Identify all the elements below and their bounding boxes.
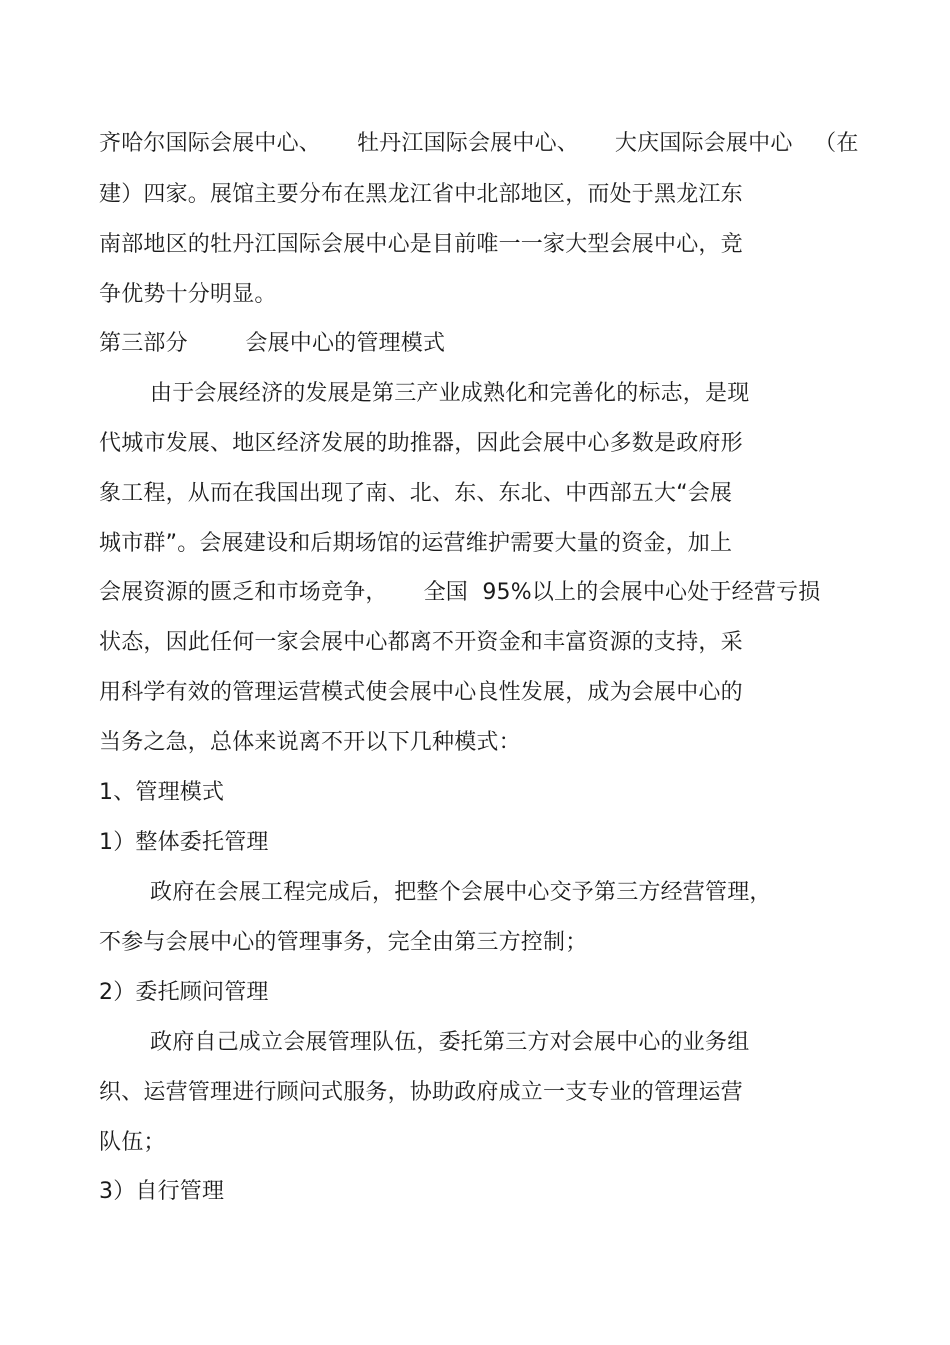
paragraph-line: 当务之急，总体来说离不开以下几种模式： bbox=[99, 730, 521, 755]
paragraph-line: 用科学有效的管理运营模式使会展中心良性发展，成为会展中心的 bbox=[99, 680, 743, 705]
paragraph-line: 政府在会展工程完成后，把整个会展中心交予第三方经营管理， bbox=[150, 880, 772, 905]
list-item-heading: 3）自行管理 bbox=[99, 1179, 225, 1204]
paragraph-line: 建）四家。展馆主要分布在黑龙江省中北部地区，而处于黑龙江东 bbox=[99, 182, 743, 207]
list-item-heading: 2）委托顾问管理 bbox=[99, 980, 269, 1005]
paragraph-line: 队伍； bbox=[99, 1130, 166, 1155]
list-item-heading: 1）整体委托管理 bbox=[99, 830, 269, 855]
paragraph-line: 象工程，从而在我国出现了南、北、东、东北、中西部五大“会展 bbox=[99, 481, 733, 506]
paragraph-line: 政府自己成立会展管理队伍，委托第三方对会展中心的业务组 bbox=[150, 1030, 750, 1055]
paragraph-line: 南部地区的牡丹江国际会展中心是目前唯一一家大型会展中心，竞 bbox=[99, 232, 743, 257]
paragraph-line: 不参与会展中心的管理事务，完全由第三方控制； bbox=[99, 930, 588, 955]
section-heading: 第三部分 会展中心的管理模式 bbox=[99, 331, 446, 356]
paragraph-line: 争优势十分明显。 bbox=[99, 282, 277, 307]
paragraph-line: 齐哈尔国际会展中心、 牡丹江国际会展中心、 大庆国际会展中心 （在 bbox=[99, 131, 859, 156]
paragraph-line: 状态，因此任何一家会展中心都离不开资金和丰富资源的支持，采 bbox=[99, 630, 743, 655]
paragraph-line: 城市群”。会展建设和后期场馆的运营维护需要大量的资金，加上 bbox=[99, 531, 733, 556]
paragraph-line: 织、运营管理进行顾问式服务，协助政府成立一支专业的管理运营 bbox=[99, 1080, 743, 1105]
paragraph-line: 由于会展经济的发展是第三产业成熟化和完善化的标志，是现 bbox=[150, 381, 750, 406]
list-heading: 1、管理模式 bbox=[99, 780, 225, 805]
paragraph-line: 会展资源的匮乏和市场竞争， 全国 95%以上的会展中心处于经营亏损 bbox=[99, 580, 821, 605]
paragraph-line: 代城市发展、地区经济发展的助推器，因此会展中心多数是政府形 bbox=[99, 431, 743, 456]
